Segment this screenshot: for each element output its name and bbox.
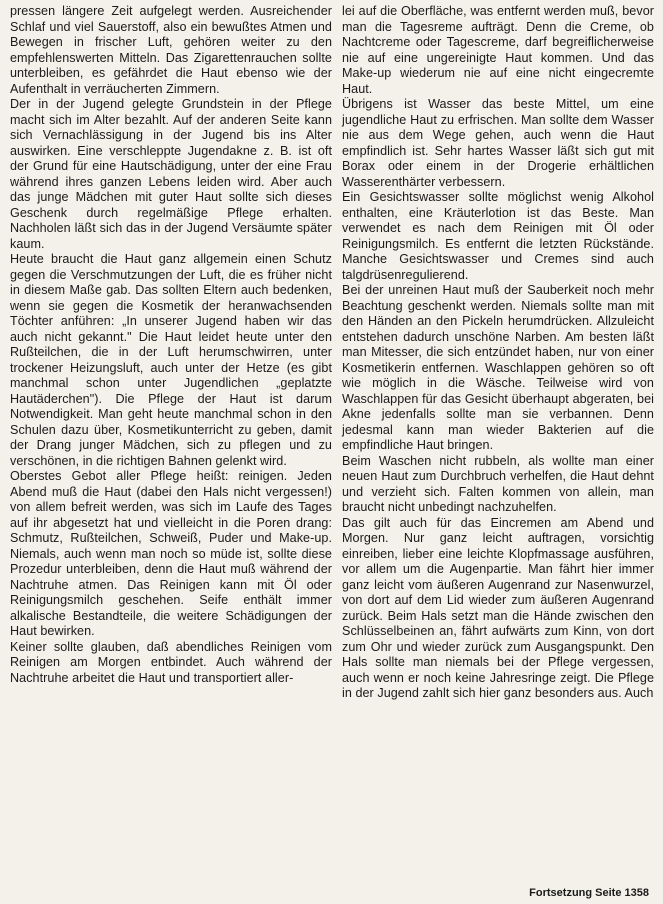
text-column-right — [342, 4, 654, 702]
paragraph: Beim Waschen nicht rubbeln, als wollte man einer neuen Haut zum Durchbruch verhelfen, die Haut dehnt und verzieht sich. Falten kommen von allein, man braucht nicht unbedingt nachzuhelfen. — [342, 453, 654, 514]
paragraph: pressen längere Zeit aufgelegt werden. Ausreichender Schlaf und viel Sauerstoff, also ein bewußtes Atmen und Bewegen in frischer Luft, gehören weiter zu den empfehlenswerten Mitteln. Das Zigarettenrauchen sollte unterbleiben, es gefährdet die Haut ebenso wie der Aufenthalt in verräucherten Zimmern. — [10, 4, 332, 96]
paragraph: Oberstes Gebot aller Pflege heißt: reinigen. Jeden Abend muß die Haut (dabei den Hals nicht vergessen!) von allem befreit werden, was sich im Laufe des Tages auf ihr abgesetzt hat und vielleicht in die Poren drang: Schmutz, Rußteilchen, Schweiß, Puder und Make-up. Niemals, auch wenn man noch so müde ist, sollte diese Prozedur unterbleiben, denn die Haut muß während der Nachtruhe atmen. Das Reinigen kann mit Öl oder Reinigungsmilch geschehen. Seife enthält immer alkalische Bestandteile, die weitere Schädigungen der Haut bewirken. — [10, 469, 332, 638]
paragraph: Das gilt auch für das Eincremen am Abend und Morgen. Nur ganz leicht auftragen, vorsichtig einreiben, lieber eine leichte Klopfmassage ausführen, vor allem um die Augenpartie. Man fährt hier immer ganz leicht vom äußeren Augenrand zur Nasenwurzel, von dort auf dem Lid wieder zum äußeren Augenrand zurück. Beim Hals setzt man die Hände zwischen den Schlüsselbeinen an, fährt aufwärts zum Kinn, von dort zum Ohr und wieder zurück zum Ausgangspunkt. Den Hals sollte man niemals bei der Pflege vergessen, auch wenn er noch keine Jahresringe zeigt. Die Pflege in der Jugend zahlt sich hier ganz besonders aus. Auch — [342, 515, 654, 700]
paragraph: Übrigens ist Wasser das beste Mittel, um eine jugendliche Haut zu erfrischen. Man sollte dem Wasser nie aus dem Wege gehen, auch wenn die Haut empfindlich ist. Sehr hartes Wasser läßt sich gut mit Borax oder einem in der Drogerie erhältlichen Wasserenthärter verbessern. — [342, 97, 654, 189]
paragraph: Ein Gesichtswasser sollte möglichst wenig Alkohol enthalten, eine Kräuterlotion ist das Beste. Man verwendet es nach dem Reinigen mit Öl oder Reinigungsmilch. Es entfernt die letzten Rückstände. Manche Gesichtswasser und Cremes sind auch talgdrüsenregulierend. — [342, 190, 654, 282]
text-column-left — [10, 4, 332, 686]
paragraph: lei auf die Oberfläche, was entfernt werden muß, bevor man die Tagesreme aufträgt. Denn die Creme, ob Nachtcreme oder Tagescreme, darf begreiflicherweise nie auf eine ungereinigte Haut kommen. Und das Make-up wiederum nie auf eine nicht eingecremte Haut. — [342, 4, 654, 96]
paragraph: Keiner sollte glauben, daß abendliches Reinigen vom Reinigen am Morgen entbindet. Auch während der Nachtruhe arbeitet die Haut und transportiert aller- — [10, 639, 332, 685]
continuation-note: Fortsetzung Seite 1358 — [529, 887, 649, 899]
paragraph: Bei der unreinen Haut muß der Sauberkeit noch mehr Beachtung geschenkt werden. Niemals sollte man mit den Händen an den Pickeln herumdrücken. Allzuleicht entstehen dadurch unschöne Narben. Am besten läßt man Mitesser, die sich entzündet haben, nur von einer Kosmetikerin entfernen. Waschlappen gehören so oft wie möglich in die Wäsche. Teilweise wird von Waschlappen für das Gesicht überhaupt abgeraten, bei Akne jedenfalls sollte man sie verbannen. Denn jedesmal kann man wieder Bakterien auf die empfindliche Haut bringen. — [342, 283, 654, 452]
paragraph: Heute braucht die Haut ganz allgemein einen Schutz gegen die Verschmutzungen der Luft, die es früher nicht in diesem Maße gab. Das sollten Eltern auch bedenken, wenn sie gegen die Kosmetik der heranwachsenden Töchter anführen: „In unserer Jugend haben wir das auch nicht gekannt." Die Haut leidet heute unter den Rußteilchen, die in der Luft herumschwirren, unter trockener Heizungsluft, auch unter der Hetze (es gibt manchmal schon unter Jugendlichen „geplatzte Hautäderchen"). Die Pflege der Haut ist darum Notwendigkeit. Man geht heute manchmal schon in den Schulen dazu über, Kosmetikunterricht zu geben, damit der Drang junger Mädchen, sich zu pflegen und zu verschönen, in die richtigen Bahnen gelenkt wird. — [10, 252, 332, 468]
paragraph: Der in der Jugend gelegte Grundstein in der Pflege macht sich im Alter bezahlt. Auf der anderen Seite kann sich Vernachlässigung in der Jugend bis ins Alter auswirken. Eine verschleppte Jugendakne z. B. ist oft der Grund für eine Hautschädigung, unter der eine Frau während ihres ganzen Lebens leiden wird. Aber auch das junge Mädchen mit guter Haut sollte sich dieses Geschenk durch regelmäßige Pflege erhalten. Nachholen läßt sich das in der Jugend Versäumte später kaum. — [10, 97, 332, 251]
